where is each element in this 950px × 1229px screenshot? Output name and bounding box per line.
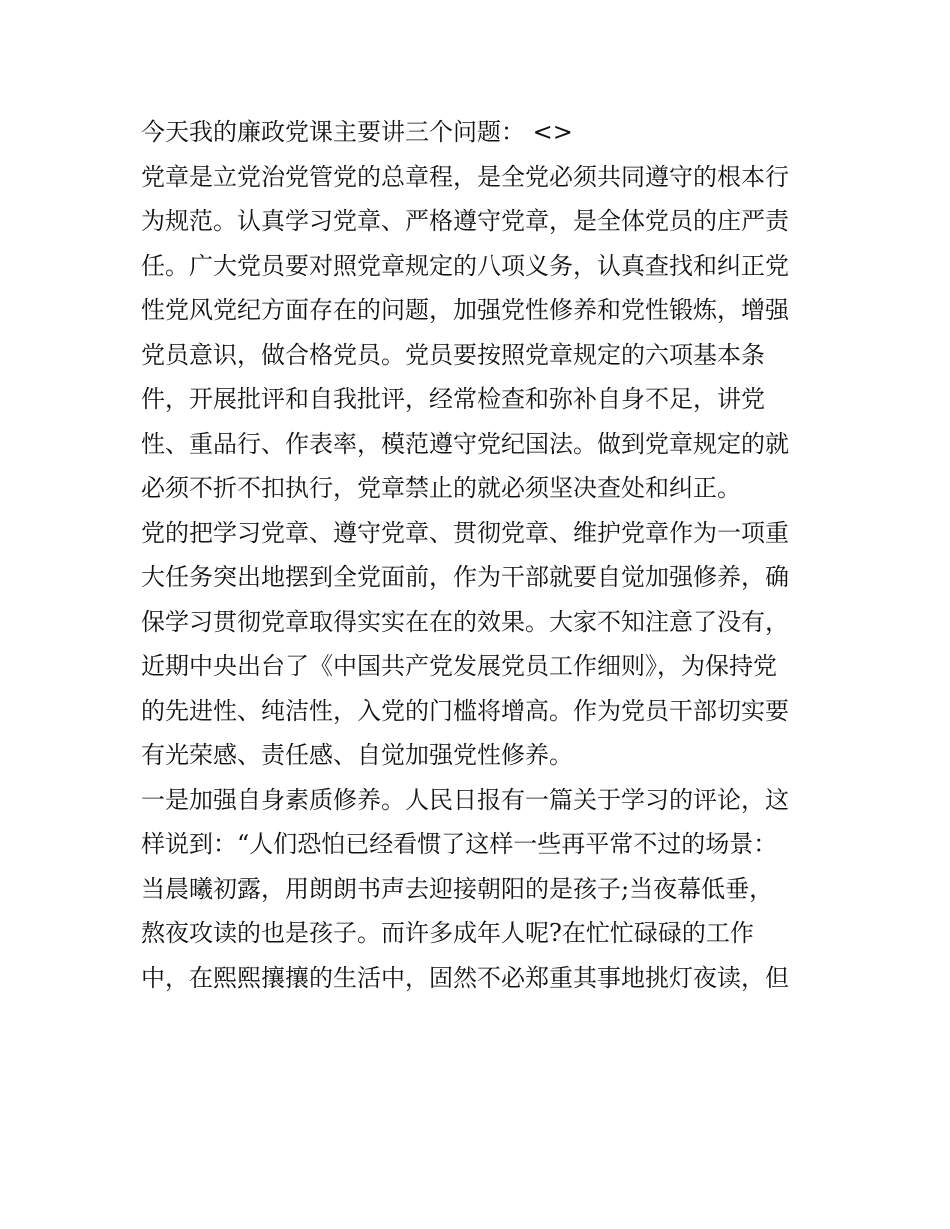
text-line: 保学习贯彻党章取得实实在在的效果。大家不知注意了没有， bbox=[141, 607, 789, 636]
text-line: 任。广大党员要对照党章规定的八项义务，认真查找和纠正党 bbox=[141, 251, 789, 280]
text-line: 近期中央出台了《中国共产党发展党员工作细则》，为保持党 bbox=[141, 652, 777, 680]
text-line: 大任务突出地摆到全党面前，作为干部就要自觉加强修养，确 bbox=[141, 563, 789, 591]
text-line: 样说到：“人们恐怕已经看惯了这样一些再平常不过的场景： bbox=[141, 830, 778, 858]
text-line: 的先进性、纯洁性，入党的门槛将增高。作为党员干部切实要 bbox=[141, 696, 789, 725]
text-line: 党的把学习党章、遵守党章、贯彻党章、维护党章作为一项重 bbox=[141, 518, 789, 547]
text-line: 党章是立党治党管党的总章程，是全党必须共同遵守的根本行 bbox=[141, 162, 789, 191]
text-line: 件，开展批评和自我批评，经常检查和弥补自身不足，讲党 bbox=[141, 385, 765, 413]
text-line: 为规范。认真学习党章、严格遵守党章，是全体党员的庄严责 bbox=[141, 207, 789, 235]
text-line: 性、重品行、作表率，模范遵守党纪国法。做到党章规定的就 bbox=[141, 429, 789, 458]
text-line: 党员意识，做合格党员。党员要按照党章规定的六项基本条 bbox=[141, 340, 765, 369]
text-line: 当晨曦初露，用朗朗书声去迎接朝阳的是孩子;当夜幕低垂， bbox=[141, 874, 774, 903]
text-line: 中，在熙熙攘攘的生活中，固然不必郑重其事地挑灯夜读，但 bbox=[141, 963, 789, 992]
text-line: 一是加强自身素质修养。人民日报有一篇关于学习的评论，这 bbox=[141, 785, 789, 814]
text-line: 必须不折不扣执行，党章禁止的就必须坚决查处和纠正。 bbox=[141, 474, 741, 502]
text-line: 有光荣感、责任感、自觉加强党性修养。 bbox=[141, 741, 573, 769]
document-body bbox=[141, 110, 821, 1000]
text-line: 今天我的廉政党课主要讲三个问题： <> bbox=[141, 118, 573, 146]
text-line: 熬夜攻读的也是孩子。而许多成年人呢?在忙忙碌碌的工作 bbox=[141, 919, 754, 947]
text-line: 性党风党纪方面存在的问题，加强党性修养和党性锻炼，增强 bbox=[141, 296, 789, 324]
